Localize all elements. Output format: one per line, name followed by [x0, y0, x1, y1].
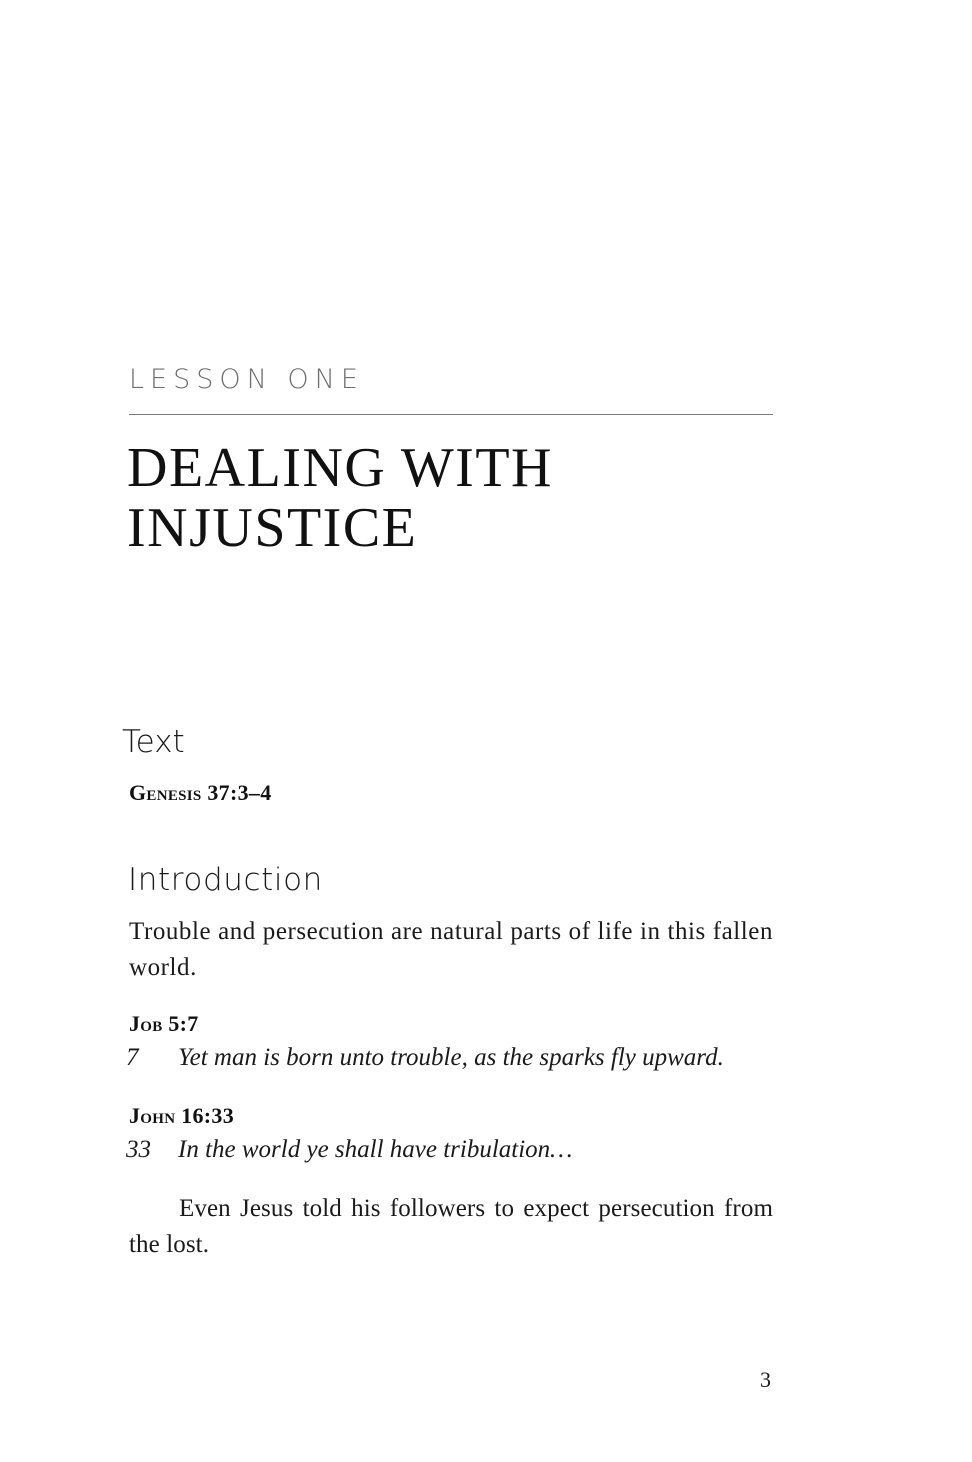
- introduction-heading: Introduction: [128, 862, 323, 898]
- introduction-paragraph: Trouble and persecution are natural parts of life in this fallen world.: [129, 918, 773, 981]
- lesson-label: LESSON ONE: [129, 364, 364, 395]
- job-reference: Job 5:7: [129, 1011, 199, 1036]
- john-verse-number: 33: [126, 1136, 151, 1163]
- lesson-title: [127, 438, 787, 558]
- job-verse-text: Yet man is born unto trouble, as the sparks fly upward.: [178, 1044, 724, 1071]
- closing-paragraph: Even Jesus told his followers to expect persecution from the lost.: [129, 1195, 773, 1258]
- john-verse: [126, 1136, 572, 1164]
- john-reference: John 16:33: [129, 1103, 234, 1128]
- text-reference: Genesis 37:3–4: [129, 780, 272, 805]
- lesson-title-line-1: DEALING WITH: [127, 437, 553, 499]
- lesson-title-line-2: INJUSTICE: [127, 497, 418, 559]
- job-verse-number: 7: [126, 1044, 139, 1071]
- job-verse: [126, 1044, 724, 1072]
- title-divider: [129, 414, 773, 415]
- john-verse-text: In the world ye shall have tribulation…: [178, 1136, 573, 1163]
- text-section-heading: Text: [122, 724, 185, 760]
- page-number: 3: [760, 1367, 771, 1392]
